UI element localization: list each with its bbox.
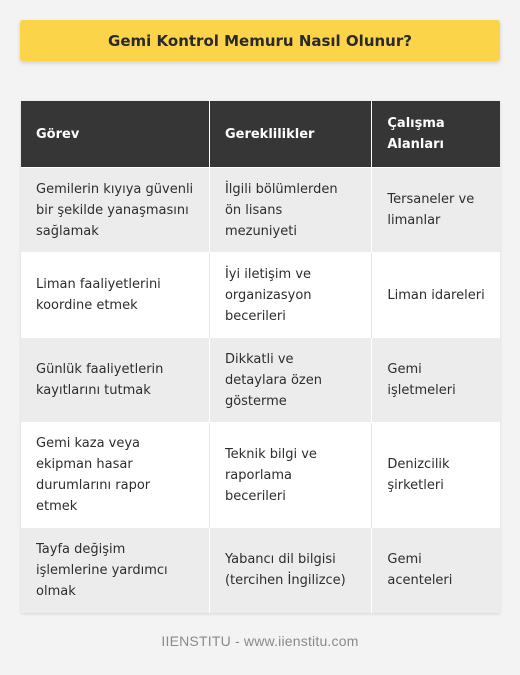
table-cell: Tersaneler ve limanlar xyxy=(372,168,500,253)
table-cell: Dikkatli ve detaylara özen gösterme xyxy=(209,338,371,423)
table-cell: Yabancı dil bilgisi (tercihen İngilizce) xyxy=(209,528,371,613)
table-row xyxy=(21,423,500,528)
table-row xyxy=(21,528,500,613)
column-header-gereklilikler: Gereklilikler xyxy=(209,101,371,168)
table-cell: Tayfa değişim işlemlerine yardımcı olmak xyxy=(21,528,209,613)
table-row xyxy=(21,168,500,253)
table-cell: İlgili bölümlerden ön lisans mezuniyeti xyxy=(209,168,371,253)
table-header-row xyxy=(21,101,500,168)
table-cell: Gemi acenteleri xyxy=(372,528,500,613)
table-row xyxy=(21,253,500,338)
title-banner xyxy=(20,20,500,61)
table-cell: Denizcilik şirketleri xyxy=(372,423,500,528)
table-cell: Günlük faaliyetlerin kayıtlarını tutmak xyxy=(21,338,209,423)
table-row xyxy=(21,338,500,423)
column-header-calisma-alanlari: Çalışma Alanları xyxy=(372,101,500,168)
table-cell: Liman faaliyetlerini koordine etmek xyxy=(21,253,209,338)
table-cell: Gemilerin kıyıya güvenli bir şekilde yanaşmasını sağlamak xyxy=(21,168,209,253)
info-table xyxy=(21,101,500,613)
table-cell: Teknik bilgi ve raporlama becerileri xyxy=(209,423,371,528)
footer-credit: IIENSTITU - www.iienstitu.com xyxy=(161,633,359,649)
table-cell: İyi iletişim ve organizasyon becerileri xyxy=(209,253,371,338)
table-cell: Gemi kaza veya ekipman hasar durumlarını rapor etmek xyxy=(21,423,209,528)
table-cell: Gemi işletmeleri xyxy=(372,338,500,423)
column-header-gorev: Görev xyxy=(21,101,209,168)
table-cell: Liman idareleri xyxy=(372,253,500,338)
page-title: Gemi Kontrol Memuru Nasıl Olunur? xyxy=(108,31,412,50)
